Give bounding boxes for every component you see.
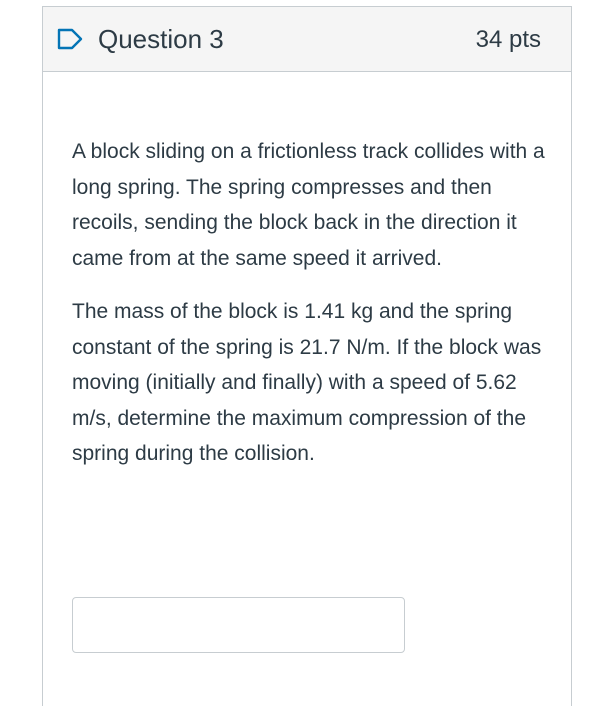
question-header <box>43 7 571 72</box>
question-paragraph: A block sliding on a frictionless track collides with a long spring. The spring compresses and then recoils, sending the block back in the direction it came from at the same speed it arrived. <box>72 140 545 270</box>
question-text <box>72 134 550 490</box>
question-paragraph: The mass of the block is 1.41 kg and the spring constant of the spring is 21.7 N/m. If the block was moving (initially and finally) with a speed of 5.62 m/s, determine the maximum compression of the spring during the collision. <box>72 300 542 465</box>
flag-icon[interactable] <box>57 28 83 50</box>
question-title: Question 3 <box>98 24 224 54</box>
question-points: 34 pts <box>475 26 541 53</box>
answer-input[interactable] <box>72 597 405 653</box>
